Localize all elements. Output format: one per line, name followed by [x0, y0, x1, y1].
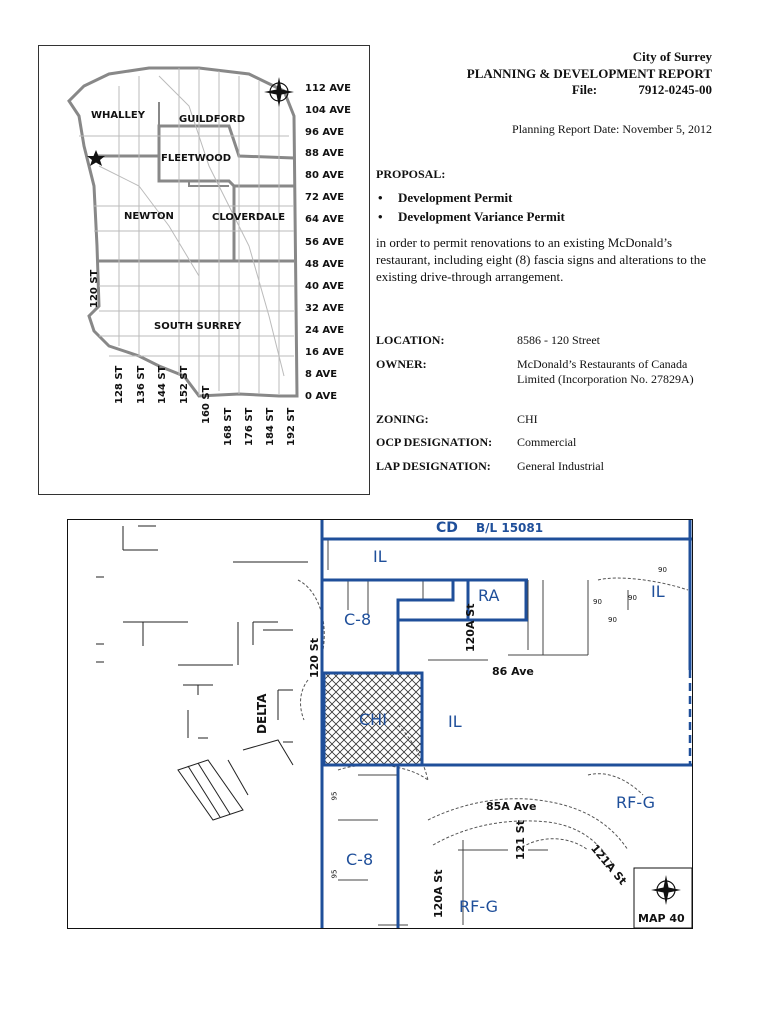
- street-label: 144 ST: [157, 365, 168, 404]
- zone-il: IL: [373, 547, 387, 566]
- area-guildford: GUILDFORD: [179, 114, 246, 125]
- owner-value: McDonald’s Restaurants of Canada Limited (Incorporation No. 27829A): [517, 357, 694, 386]
- street-86-ave: 86 Ave: [492, 665, 534, 678]
- area-south-surrey: SOUTH SURREY: [154, 321, 242, 332]
- avenue-label: 32 AVE: [305, 303, 345, 314]
- ocp-value: Commercial: [517, 435, 577, 449]
- zone-il: IL: [448, 712, 462, 731]
- parcel-number: 90: [628, 594, 637, 602]
- inset-location-map: [38, 45, 370, 495]
- street-85a-ave: 85A Ave: [486, 800, 537, 813]
- location-value: 8586 - 120 Street: [517, 333, 600, 347]
- street-label: 152 ST: [179, 365, 190, 404]
- avenue-label: 112 AVE: [305, 83, 351, 94]
- parcel-number: 95: [330, 791, 339, 801]
- street-label: 192 ST: [286, 407, 297, 446]
- zoning-label: ZONING:: [376, 412, 429, 426]
- file-number: 7912-0245-00: [638, 82, 712, 97]
- avenue-label: 8 AVE: [305, 369, 338, 380]
- parcel-number: 90: [658, 566, 667, 574]
- area-whalley: WHALLEY: [91, 110, 145, 121]
- bylaw-label: B/L 15081: [476, 521, 544, 535]
- street-label: 128 ST: [114, 365, 125, 404]
- zoning-value: CHI: [517, 412, 538, 426]
- zone-c8: C-8: [344, 610, 372, 629]
- street-label: 168 ST: [223, 407, 234, 446]
- avenue-label: 80 AVE: [305, 170, 345, 181]
- file-row: [572, 82, 712, 98]
- proposal-item-label: Development Permit: [398, 190, 513, 205]
- parcel-number: 95: [330, 869, 339, 879]
- map-number-label: MAP 40: [638, 912, 685, 925]
- street-121-st: 121 St: [514, 820, 527, 860]
- avenue-label: 88 AVE: [305, 148, 345, 159]
- lap-value: General Industrial: [517, 459, 604, 473]
- street-label: 184 ST: [265, 407, 276, 446]
- zoning-map: [67, 519, 693, 929]
- proposal-item: • Development Variance Permit: [378, 209, 565, 224]
- proposal-heading: PROPOSAL:: [376, 167, 446, 181]
- lap-label: LAP DESIGNATION:: [376, 459, 491, 473]
- report-title: PLANNING & DEVELOPMENT REPORT: [466, 66, 712, 81]
- street-label: 160 ST: [201, 385, 212, 424]
- area-fleetwood: FLEETWOOD: [161, 153, 232, 164]
- avenue-label: 72 AVE: [305, 192, 345, 203]
- proposal-item-label: Development Variance Permit: [398, 209, 565, 224]
- avenue-label: 16 AVE: [305, 347, 345, 358]
- file-label: File:: [571, 82, 598, 97]
- zone-rfg: RF-G: [616, 793, 656, 812]
- proposal-item: • Development Permit: [378, 190, 513, 205]
- proposal-description: in order to permit renovations to an existing McDonald’s restaurant, including eight (8) fascia signs and alterations to the existing drive-through arrangement.: [376, 235, 706, 284]
- street-120-st: 120 St: [308, 638, 321, 678]
- street-label: 136 ST: [136, 365, 147, 404]
- compass-icon: [651, 875, 681, 905]
- avenue-label: 48 AVE: [305, 259, 345, 270]
- avenue-label: 64 AVE: [305, 214, 345, 225]
- report-date: Planning Report Date: November 5, 2012: [512, 122, 712, 136]
- zone-c8: C-8: [346, 850, 374, 869]
- delta-label: DELTA: [255, 693, 269, 734]
- area-cloverdale: CLOVERDALE: [212, 212, 286, 223]
- avenue-label: 56 AVE: [305, 237, 345, 248]
- avenue-label: 104 AVE: [305, 105, 351, 116]
- zone-cd: CD: [436, 520, 458, 536]
- street-label: 176 ST: [244, 407, 255, 446]
- parcel-number: 90: [593, 598, 602, 606]
- avenue-label: 24 AVE: [305, 325, 345, 336]
- parcel-number: 90: [608, 616, 617, 624]
- avenue-label: 0 AVE: [305, 391, 338, 402]
- avenue-label: 96 AVE: [305, 127, 345, 138]
- street-120a-st: 120A St: [432, 869, 445, 918]
- street-label: 120 ST: [89, 269, 100, 308]
- street-120a-st: 120A St: [464, 603, 477, 652]
- avenue-label: 40 AVE: [305, 281, 345, 292]
- zone-rfg: RF-G: [459, 897, 499, 916]
- area-newton: NEWTON: [124, 211, 174, 222]
- zone-il: IL: [651, 582, 665, 601]
- location-label: LOCATION:: [376, 333, 445, 347]
- city-name: City of Surrey: [632, 49, 712, 64]
- street-121a-st: 121A St: [588, 842, 630, 888]
- ocp-label: OCP DESIGNATION:: [376, 435, 493, 449]
- zone-ra: RA: [478, 586, 500, 605]
- owner-label: OWNER:: [376, 357, 427, 371]
- zone-chi: CHI: [359, 710, 387, 729]
